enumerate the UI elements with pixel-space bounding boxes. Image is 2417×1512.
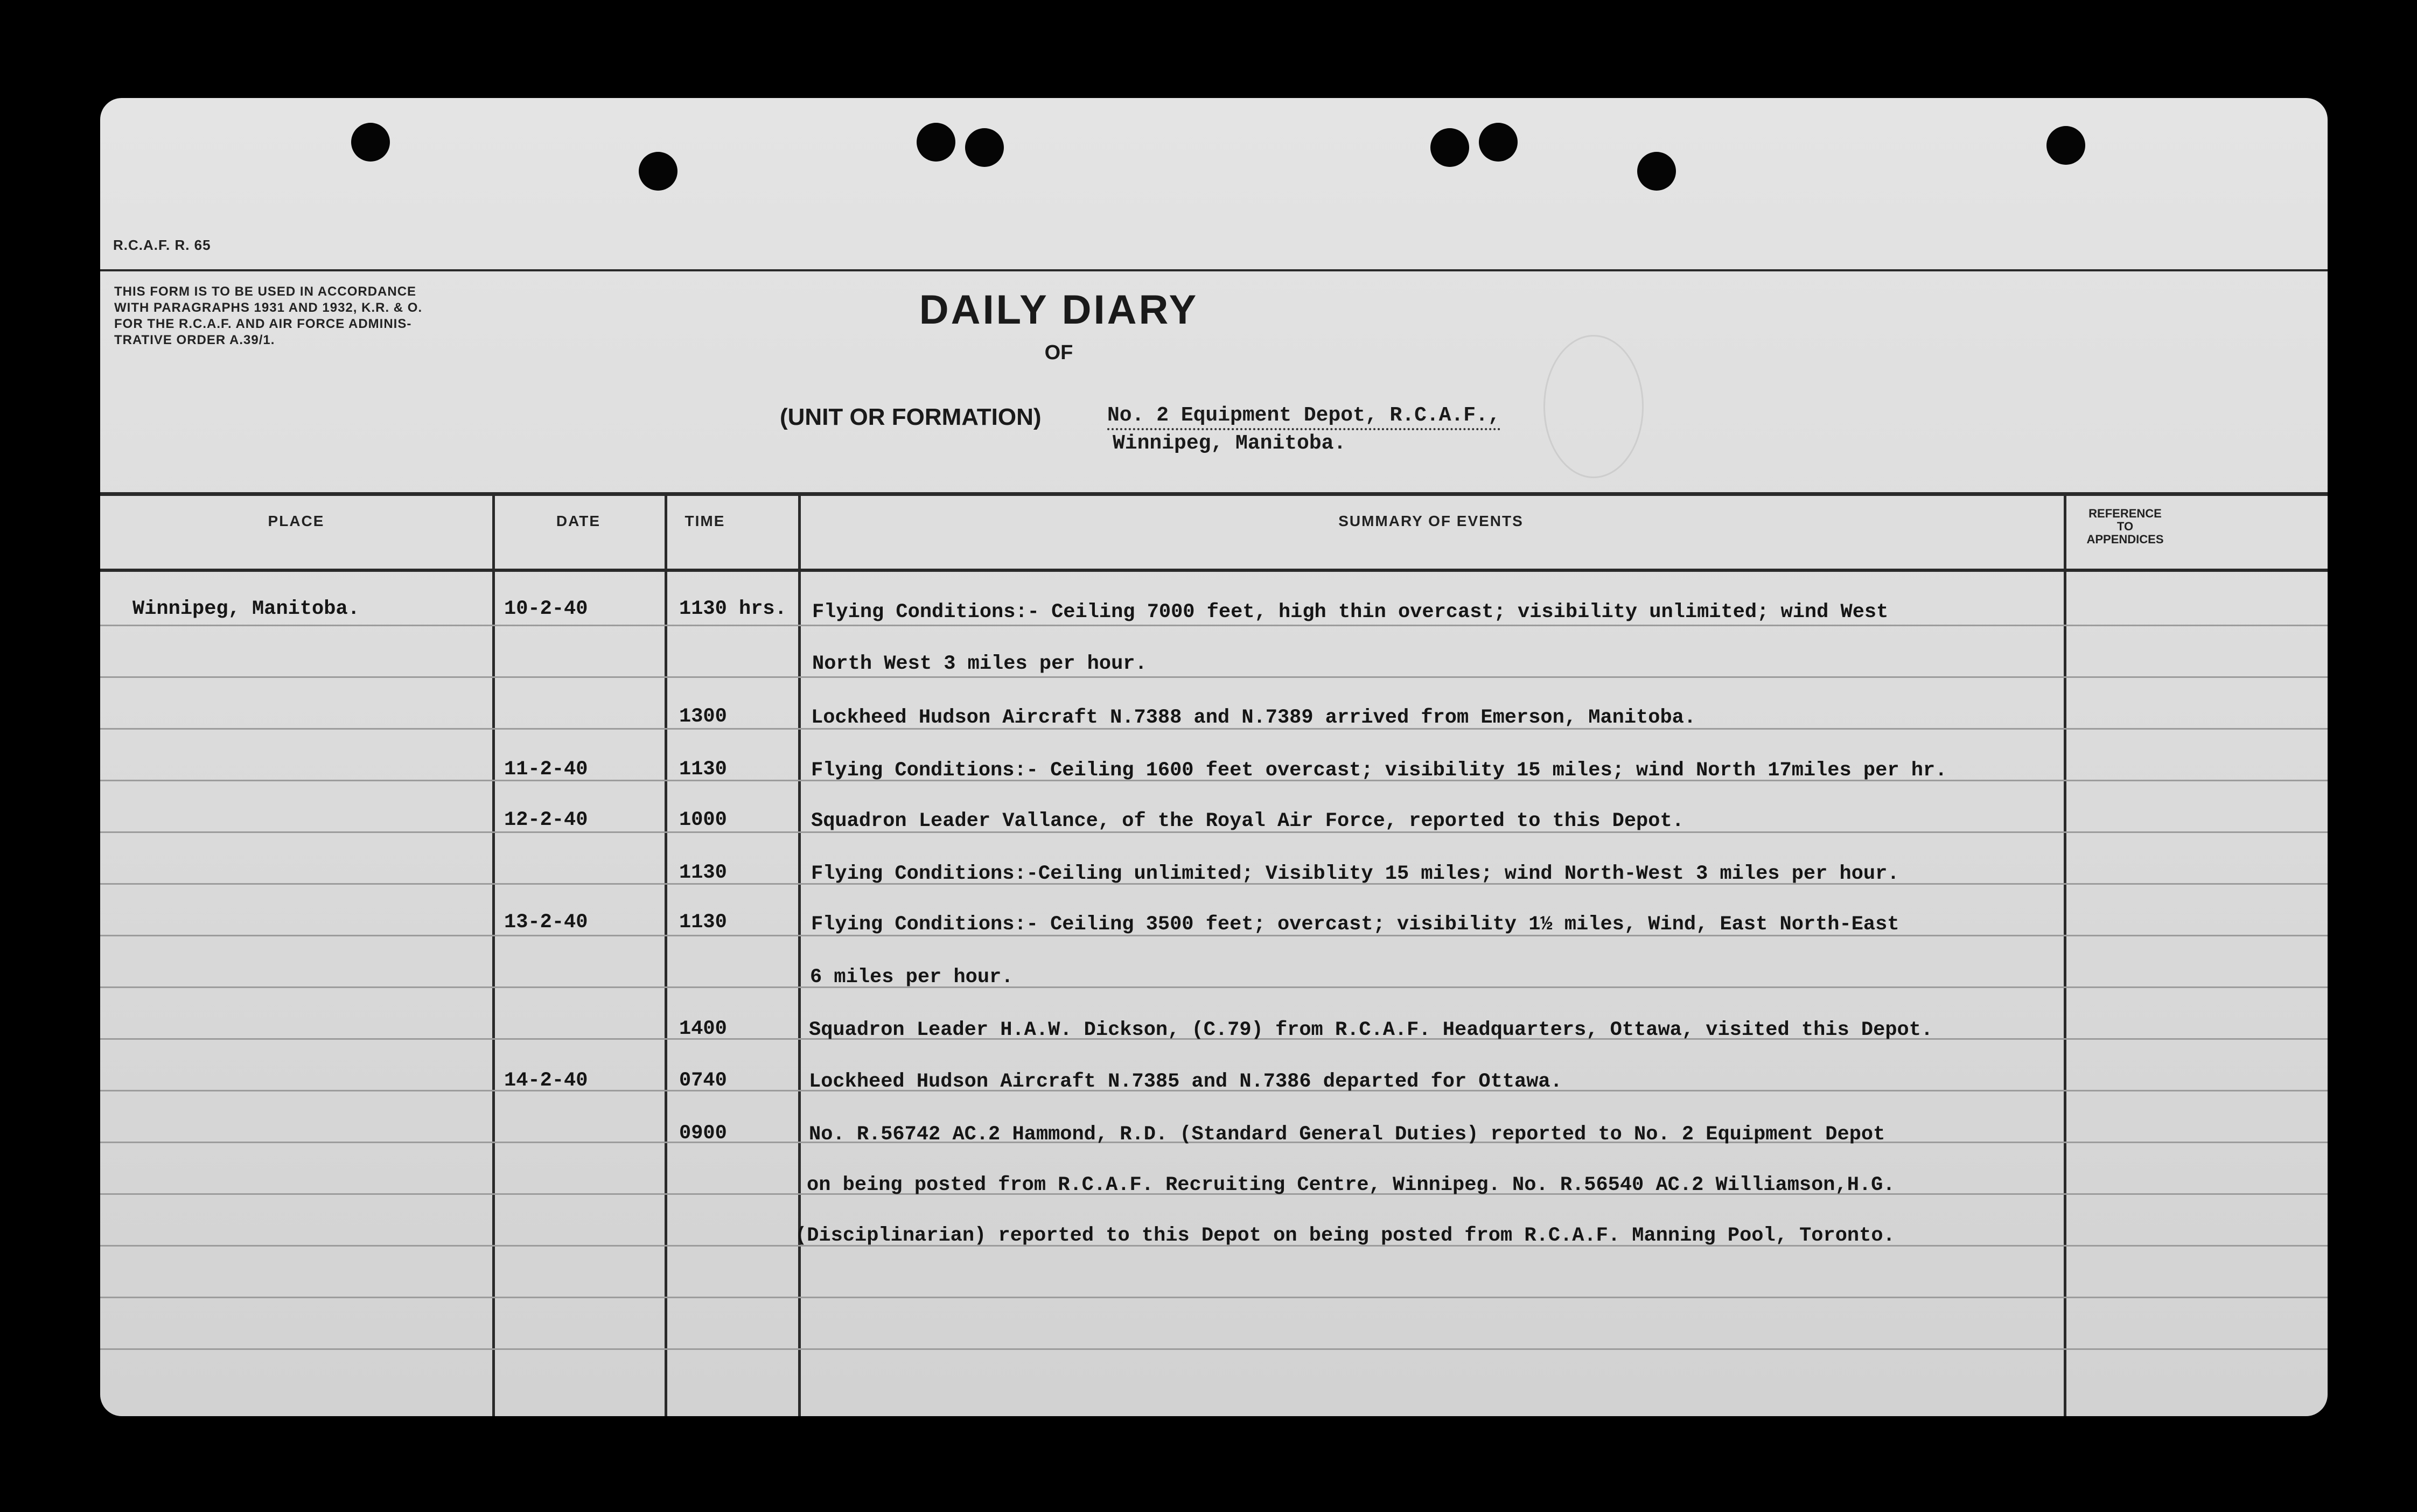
entry-date: 11-2-40 <box>504 758 588 781</box>
entry-summary: North West 3 miles per hour. <box>812 653 1147 675</box>
punch-hole <box>639 152 677 191</box>
column-divider-place <box>492 492 495 1416</box>
column-header-summary: SUMMARY OF EVENTS <box>1338 513 1524 529</box>
punch-hole <box>1430 128 1469 167</box>
entry-summary: (Disciplinarian) reported to this Depot on being posted from R.C.A.F. Manning Pool, Toronto. <box>795 1224 1895 1247</box>
form-number: R.C.A.F. R. 65 <box>113 237 211 253</box>
entry-time: 1000 <box>679 809 727 831</box>
column-header-reference: REFERENCE TO APPENDICES <box>2086 507 2164 546</box>
header-rule <box>100 269 2328 271</box>
punch-hole <box>1637 152 1676 191</box>
ruled-line <box>100 986 2328 988</box>
table-top-rule <box>100 492 2328 496</box>
unit-label: (UNIT OR FORMATION) <box>780 404 1042 430</box>
column-header-time: TIME <box>684 513 725 529</box>
entry-time: 1130 <box>679 758 727 781</box>
punch-hole <box>2046 126 2085 165</box>
bleed-through-mark <box>1543 335 1644 478</box>
entry-summary: Squadron Leader H.A.W. Dickson, (C.79) from R.C.A.F. Headquarters, Ottawa, visited this Depot. <box>809 1019 1933 1041</box>
column-header-rule <box>100 569 2328 572</box>
entry-time: 0740 <box>679 1069 727 1092</box>
entry-summary: Squadron Leader Vallance, of the Royal Air Force, reported to this Depot. <box>811 810 1684 832</box>
ruled-line <box>100 1348 2328 1350</box>
punch-hole <box>1479 123 1518 162</box>
entry-summary: Lockheed Hudson Aircraft N.7385 and N.7386 departed for Ottawa. <box>809 1070 1562 1093</box>
column-header-place: PLACE <box>268 513 325 529</box>
unit-value: No. 2 Equipment Depot, R.C.A.F., <box>1107 404 1500 430</box>
entry-summary: on being posted from R.C.A.F. Recruiting Centre, Winnipeg. No. R.56540 AC.2 Williamson,H.G. <box>807 1174 1895 1196</box>
entry-summary: Flying Conditions:- Ceiling 7000 feet, high thin overcast; visibility unlimited; wind West <box>812 601 1889 624</box>
entry-date: 14-2-40 <box>504 1069 588 1092</box>
title-of: OF <box>1044 341 1073 364</box>
entry-time: 1130 hrs. <box>679 598 787 620</box>
ruled-line <box>100 676 2328 678</box>
diary-card <box>100 98 2328 1416</box>
page-title: DAILY DIARY <box>919 287 1199 333</box>
ruled-line <box>100 1297 2328 1298</box>
entry-summary: Flying Conditions:- Ceiling 1600 feet overcast; visibility 15 miles; wind North 17miles per hr. <box>811 759 1947 782</box>
entry-place: Winnipeg, Manitoba. <box>132 598 360 620</box>
entry-summary: Flying Conditions:- Ceiling 3500 feet; overcast; visibility 1½ miles, Wind, East North-East <box>811 913 1899 936</box>
form-instruction: THIS FORM IS TO BE USED IN ACCORDANCE WITH PARAGRAPHS 1931 AND 1932, K.R. & O. FOR THE R.C.A.F. AND AIR FORCE ADMINIS- TRATIVE ORDER A.39/1. <box>114 284 423 347</box>
entry-time: 1130 <box>679 911 727 934</box>
punch-hole <box>965 128 1004 167</box>
entry-summary: 6 miles per hour. <box>810 966 1014 989</box>
entry-time: 0900 <box>679 1122 727 1145</box>
entry-date: 12-2-40 <box>504 809 588 831</box>
entry-time: 1130 <box>679 862 727 884</box>
entry-date: 13-2-40 <box>504 911 588 934</box>
column-divider-summary <box>2064 492 2066 1416</box>
unit-location: Winnipeg, Manitoba. <box>1113 432 1346 455</box>
entry-time: 1300 <box>679 705 727 728</box>
entry-summary: Flying Conditions:-Ceiling unlimited; Visiblity 15 miles; wind North-West 3 miles per hour. <box>811 863 1899 885</box>
column-divider-time <box>798 492 801 1416</box>
column-header-date: DATE <box>556 513 601 529</box>
entry-date: 10-2-40 <box>504 598 588 620</box>
entry-time: 1400 <box>679 1018 727 1040</box>
entry-summary: Lockheed Hudson Aircraft N.7388 and N.7389 arrived from Emerson, Manitoba. <box>811 706 1696 729</box>
ruled-line <box>100 625 2328 626</box>
punch-hole <box>917 123 955 162</box>
punch-hole <box>351 123 390 162</box>
column-divider-date <box>665 492 667 1416</box>
entry-summary: No. R.56742 AC.2 Hammond, R.D. (Standard General Duties) reported to No. 2 Equipment Depot <box>809 1123 1885 1146</box>
